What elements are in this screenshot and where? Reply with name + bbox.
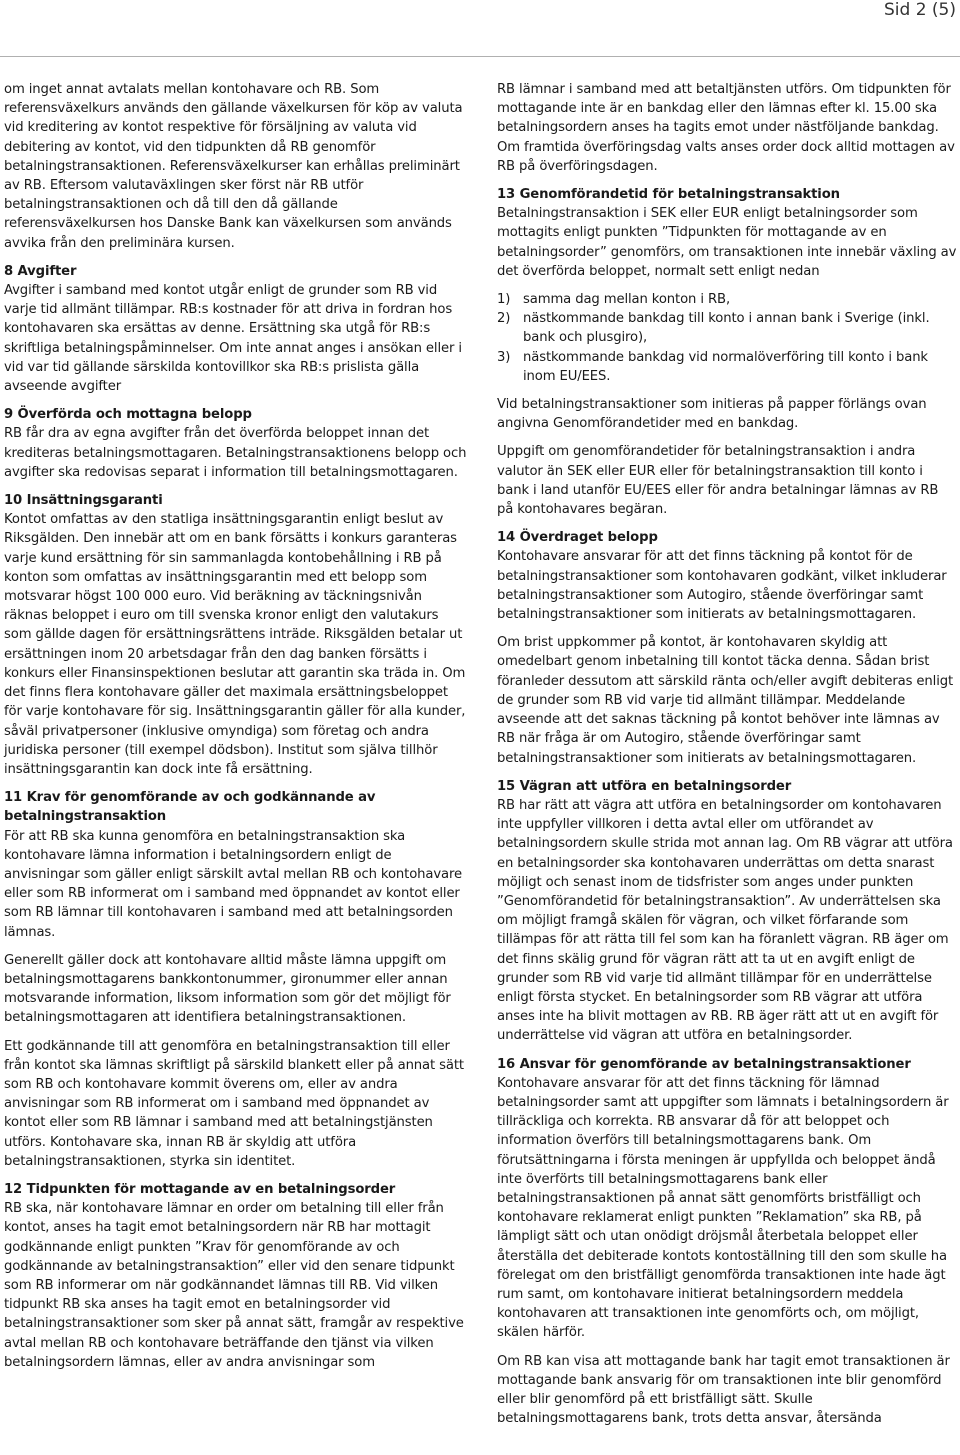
section-13-paragraph: Uppgift om genomförandetider för betalningstransaktion i andra valutor än SEK eller EUR eller för betalningstransaktion till konto i bank i land utanför EU/EES eller för andra betalningar lämnas av RB på kontohavares begäran. [497,444,939,518]
section-13-list [497,290,957,386]
continuation-paragraph: RB lämnar i samband med att betaltjänsten utförs. Om tidpunkten för mottagande inte är en bankdag eller den lämnas efter kl. 15.00 ska betalningsordern anses ha tagits emot under nästföljande bankdag. Om framtida överföringsdag valts anses order dock alltid mottagen av RB på överföringsdagen. [497,82,955,174]
section-16-heading: 16 Ansvar för genomförande av betalningstransaktioner [497,1056,911,1072]
section-10-body: Kontot omfattas av den statliga insättningsgarantin enligt beslut av Riksgälden. Den innebär att om en bank försätts i konkurs garanteras varje kund ersättning för sin sammanlagda kontobehållning i RB på konton som omfattas av insättningsgarantin med ett belopp som motsvarar högst 100 000 euro. Vid beräkning av täckningsnivån räknas beloppet i euro om till svenska kronor enligt den valutakurs som gällde dagen för ersättningsrättens inträde. Riksgälden betalar ut ersättningen inom 20 arbetsdagar från den dag banken försätts i konkurs eller Finansinspektionen beslutar att garantin ska träda in. Om det finns flera kontohavare gäller det maximala ersättningsbeloppet för varje kontohavare för sig. Insättningsgarantin gäller för alla kunder, såväl privatpersoner (inklusive omyndiga) som företag och andra juridiska personer (till exempel dödsbon). Institut som själva tillhör insättningsgarantin kan dock inte få ersättning. [4,512,466,777]
section-13-heading: 13 Genomförandetid för betalningstransaktion [497,187,840,203]
right-column [497,80,957,1437]
intro-paragraph: om inget annat avtalats mellan kontohavare och RB. Som referensväxelkurs används den gällande växelkursen för köp av valuta vid kreditering av kontot respektive för försäljning av valuta vid debitering av kontot, vid den tidpunkten då RB genomför betalningstransaktionen. Referensväxelkurser kan erhållas preliminärt av RB. Eftersom valutaväxlingen sker först när RB utför betalningstransaktionen och då till den då gällande referensväxelkursen hos Danske Bank kan växelkursen som används avvika från den preliminära kursen. [4,82,463,251]
list-item-text: samma dag mellan konton i RB, [523,292,731,308]
section-11-paragraph: Ett godkännande till att genomföra en betalningstransaktion till eller från kontot ska lämnas skriftligt på särskild blankett eller på annat sätt som RB och kontohavare kommit överens om, eller av andra anvisningar som RB informerat om i samband med öppnandet av kontot eller som RB lämnar i samband med att betalningstjänsten utförs. Kontohavare ska, innan RB är skyldig att utföra betalningstransaktionen, styrka sin identitet. [4,1038,464,1169]
section-11-heading: 11 Krav för genomförande av och godkännande av betalningstransaktion [4,790,376,825]
list-item-text: nästkommande bankdag till konto i annan bank i Sverige (inkl. bank och plusgiro), [523,311,930,346]
section-11 [4,788,467,1171]
section-13-paragraph: Vid betalningstransaktioner som initieras på papper förlängs ovan angivna Genomförandetider med en bankdag. [497,397,927,432]
section-15 [497,777,957,1046]
list-item-number: 3) [497,349,511,365]
list-item-number: 1) [497,292,511,308]
section-15-body: RB har rätt att vägra att utföra en betalningsorder om kontohavaren inte uppfyller villkoren i detta avtal eller om utförandet av betalningsordern skulle strida mot annan lag. Om RB vägrar att utföra en betalningsorder ska kontohavaren underrättas om detta snarast möjligt och senast inom de tidsfrister som anges under punkten ”Genomförandetid för betalningstransaktion”. Av underrättelsen ska om möjligt framgå skälen för vägran, och vilket förfarande som tillämpas för att rätta till fel som kan ha föranlett vägran. RB äger om det finns skälig grund för vägran rätt att ta ut en avgift enligt de grunder som RB vid varje tid allmänt tillämpar för en underrättelse enligt första stycket. En betalningsorder som RB vägrar att utföra anses inte ha blivit mottagen av RB. RB äger rätt att ut en avgift för underrättelse vid vägran att utföra en betalningsorder. [497,797,953,1044]
section-12-body: RB ska, när kontohavare lämnar en order om betalning till eller från kontot, anses ha tagit emot betalningsordern när RB har mottagit godkännande enligt punkten ”Krav för genomförande av och godkännande av betalningstransaktion” eller vid den senare tidpunkt som RB informerar om när godkännandet lämnas till RB. Vid vilken tidpunkt RB ska anses ha tagit emot en betalningsorder vid betalningstransaktioner som sker på annat sätt, framgår av respektive avtal mellan RB och kontohavare beträffande den tjänst via vilken betalningsordern lämnas, eller av andra anvisningar som [4,1201,464,1370]
list-item [497,309,957,347]
section-16-paragraph: Kontohavare ansvarar för att det finns täckning för lämnad betalningsorder samt att uppgifter som lämnats i betalningsordern är tillräckliga och korrekta. RB ansvarar då för att beloppet och information överförs till betalningsmottagarens bank. Om förutsättningarna i första meningen är uppfyllda och beloppet ändå inte överförts till betalningsmottagarens bank eller betalningstransaktionen på annat sätt genomförts bristfälligt och kontohavare reklamerat enligt punkten ”Reklamation” ska RB, på lämpligt sätt och utan onödigt dröjsmål återbetala beloppet eller återställa det debiterade kontots kontoställning till den som skulle ha förelegat om den bristfälligt genomförda transaktionen inte hade ägt rum samt, om kontohavare initierat betalningsordern meddela kontohavaren att transaktionen inte genomförts och, om möjligt, skälen härför. [497,1075,949,1341]
section-11-paragraph: För att RB ska kunna genomföra en betalningstransaktion ska kontohavare lämna information i betalningsordern enligt de anvisningar som gäller enligt särskilt avtal mellan RB och kontohavare eller som RB informerat om i samband med öppnandet av kontot eller som RB lämnar till kontohavaren i samband med att betalningsorden lämnas. [4,828,462,940]
section-15-heading: 15 Vägran att utföra en betalningsorder [497,778,792,794]
section-8-body: Avgifter i samband med kontot utgår enligt de grunder som RB vid varje tid allmänt tillämpar. RB:s kostnader för att driva in fordran hos kontohavaren ska ersättas av denne. Ersättning ska utgå för RB:s skriftliga betalningspåminnelser. Om inte annat anges i ansökan eller i vid var tid gällande särskilda kontovillkor ska RB:s prislista gälla avseende avgifter [4,283,462,395]
section-8-heading: 8 Avgifter [4,263,77,279]
list-item [497,348,957,386]
section-12 [4,1180,467,1372]
section-13 [497,185,957,519]
section-14-heading: 14 Överdraget belopp [497,530,658,546]
left-column [4,80,467,1381]
list-item [497,290,957,309]
section-10-heading: 10 Insättningsgaranti [4,493,163,509]
section-10 [4,491,467,779]
header-divider [0,56,960,57]
section-14-paragraph: Kontohavare ansvarar för att det finns täckning på kontot för de betalningstransaktioner som kontohavaren godkänt, vilket inkluderar betalningstransaktioner som Autogiro, stående överföringar samt betalningstransaktioner som initierats av betalningsmottagaren. [497,549,947,623]
section-14 [497,528,957,767]
section-9 [4,405,467,482]
section-12-heading: 12 Tidpunkten för mottagande av en betalningsorder [4,1181,396,1197]
list-item-number: 2) [497,311,511,327]
section-16 [497,1055,957,1429]
section-14-paragraph: Om brist uppkommer på kontot, är kontohavaren skyldig att omedelbart genom inbetalning till kontot täcka denna. Sådan brist föranleder dessutom att särskild ränta och/eller avgift debiteras enligt de grunder som RB vid varje tid allmänt tillämpar. Meddelande avseende att det saknas täckning på kontot behöver inte lämnas av RB när fråga är om Autogiro, stående överföringar samt betalningstransaktioner som initierats av betalningsmottagaren. [497,635,954,766]
page-number: Sid 2 (5) [883,0,956,20]
section-16-paragraph: Om RB kan visa att mottagande bank har tagit emot transaktionen är mottagande bank ansvarig för om transaktionen inte blir genomförd eller blir genomförd på ett bristfälligt sätt. Skulle betalningsmottagarens bank, trots detta ansvar, återsända [497,1353,950,1427]
section-13-body: Betalningstransaktion i SEK eller EUR enligt betalningsorder som mottagits enligt punkten ”Tidpunkten för mottagande av en betalningsorder” genomförs, om transaktionen inte innebär växling av det överförda beloppet, normalt sett enligt nedan [497,206,957,279]
section-8 [4,262,467,396]
section-9-heading: 9 Överförda och mottagna belopp [4,407,252,423]
list-item-text: nästkommande bankdag vid normalöverföring till konto i bank inom EU/EES. [523,349,928,384]
section-11-paragraph: Generellt gäller dock att kontohavare alltid måste lämna uppgift om betalningsmottagarens bankkontonummer, gironummer eller annan motsvarande information, liksom information som gör det möjligt för betalningsmottagaren att identifiera betalningstransaktionen. [4,952,451,1026]
section-9-body: RB får dra av egna avgifter från det överförda beloppet innan det krediteras betalningsmottagaren. Betalningstransaktionens belopp och avgifter ska redovisas separat i information till betalningsmottagaren. [4,426,467,480]
